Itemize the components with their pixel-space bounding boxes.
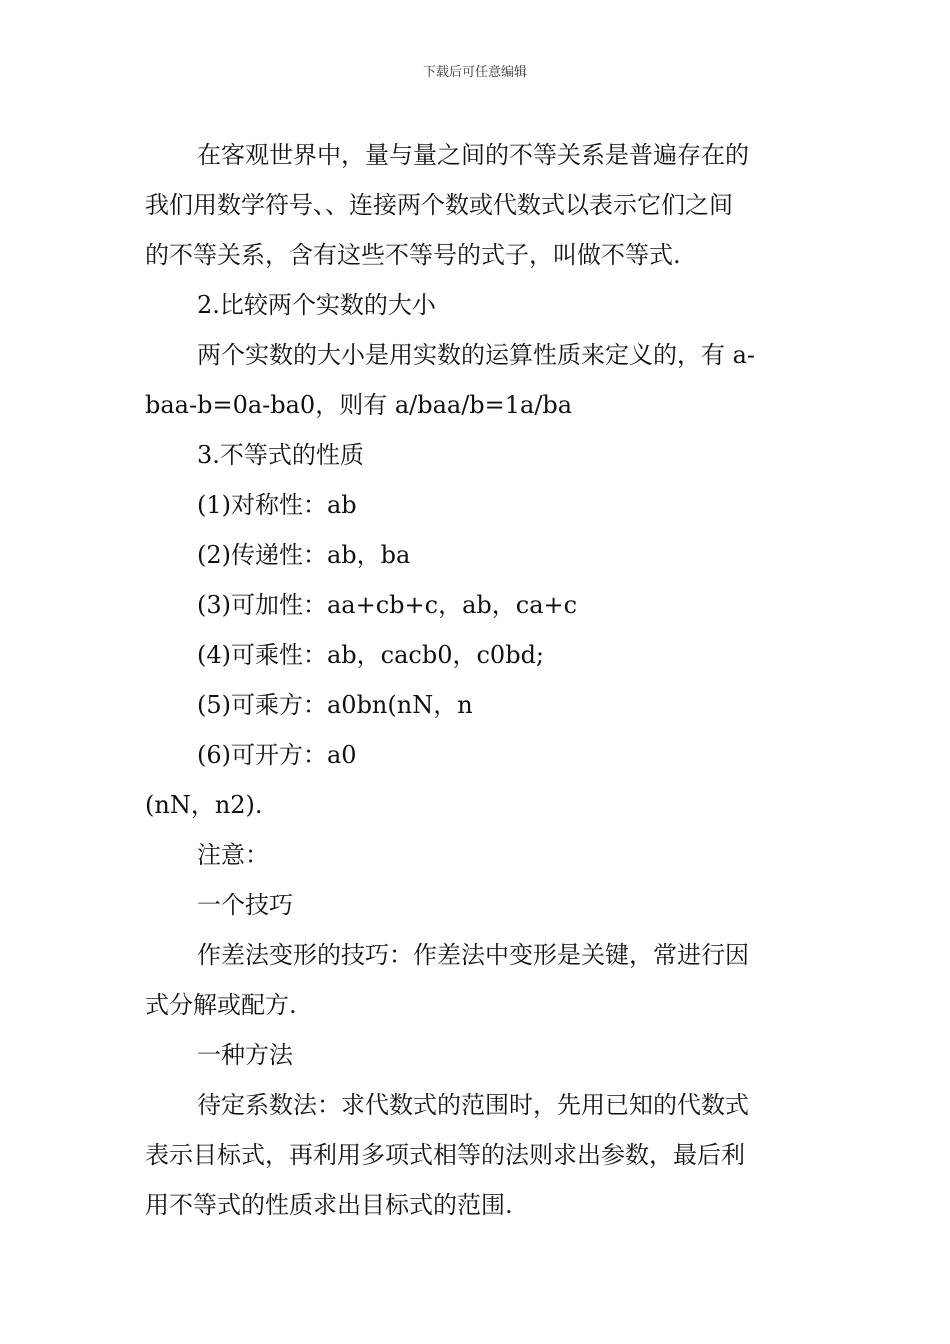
- text-line: (nN，n2).: [145, 791, 263, 819]
- property-item: (3)可加性：aa+cb+c，ab，ca+c: [197, 591, 578, 619]
- property-item: (4)可乘性：ab，cacb0，c0bd;: [197, 641, 545, 669]
- subheading: 一个技巧: [197, 891, 293, 919]
- text-line: 式分解或配方.: [145, 991, 297, 1019]
- section-heading: 2.比较两个实数的大小: [197, 291, 436, 319]
- text-line: 用不等式的性质求出目标式的范围.: [145, 1191, 513, 1219]
- text-line: 待定系数法：求代数式的范围时，先用已知的代数式: [197, 1091, 749, 1119]
- text-line: 作差法变形的技巧：作差法中变形是关键，常进行因: [197, 941, 749, 969]
- property-item: (2)传递性：ab，ba: [197, 541, 411, 569]
- subheading: 一种方法: [197, 1041, 293, 1069]
- text-line: baa-b=0a-ba0，则有 a/baa/b=1a/ba: [145, 391, 573, 419]
- section-heading: 3.不等式的性质: [197, 441, 364, 469]
- property-item: (6)可开方：a0: [197, 741, 357, 769]
- note-label: 注意：: [197, 841, 269, 869]
- text-line: 表示目标式，再利用多项式相等的法则求出参数，最后利: [145, 1141, 745, 1169]
- property-item: (5)可乘方：a0bn(nN，n: [197, 691, 473, 719]
- property-item: (1)对称性：ab: [197, 491, 357, 519]
- page-header: 下载后可任意编辑: [422, 65, 527, 80]
- text-line: 两个实数的大小是用实数的运算性质来定义的，有 a-: [197, 341, 756, 369]
- text-line: 我们用数学符号、、连接两个数或代数式以表示它们之间: [145, 191, 733, 219]
- body-text: [145, 130, 810, 1230]
- text-line: 在客观世界中，量与量之间的不等关系是普遍存在的: [197, 141, 749, 169]
- text-line: 的不等关系，含有这些不等号的式子，叫做不等式.: [145, 241, 681, 269]
